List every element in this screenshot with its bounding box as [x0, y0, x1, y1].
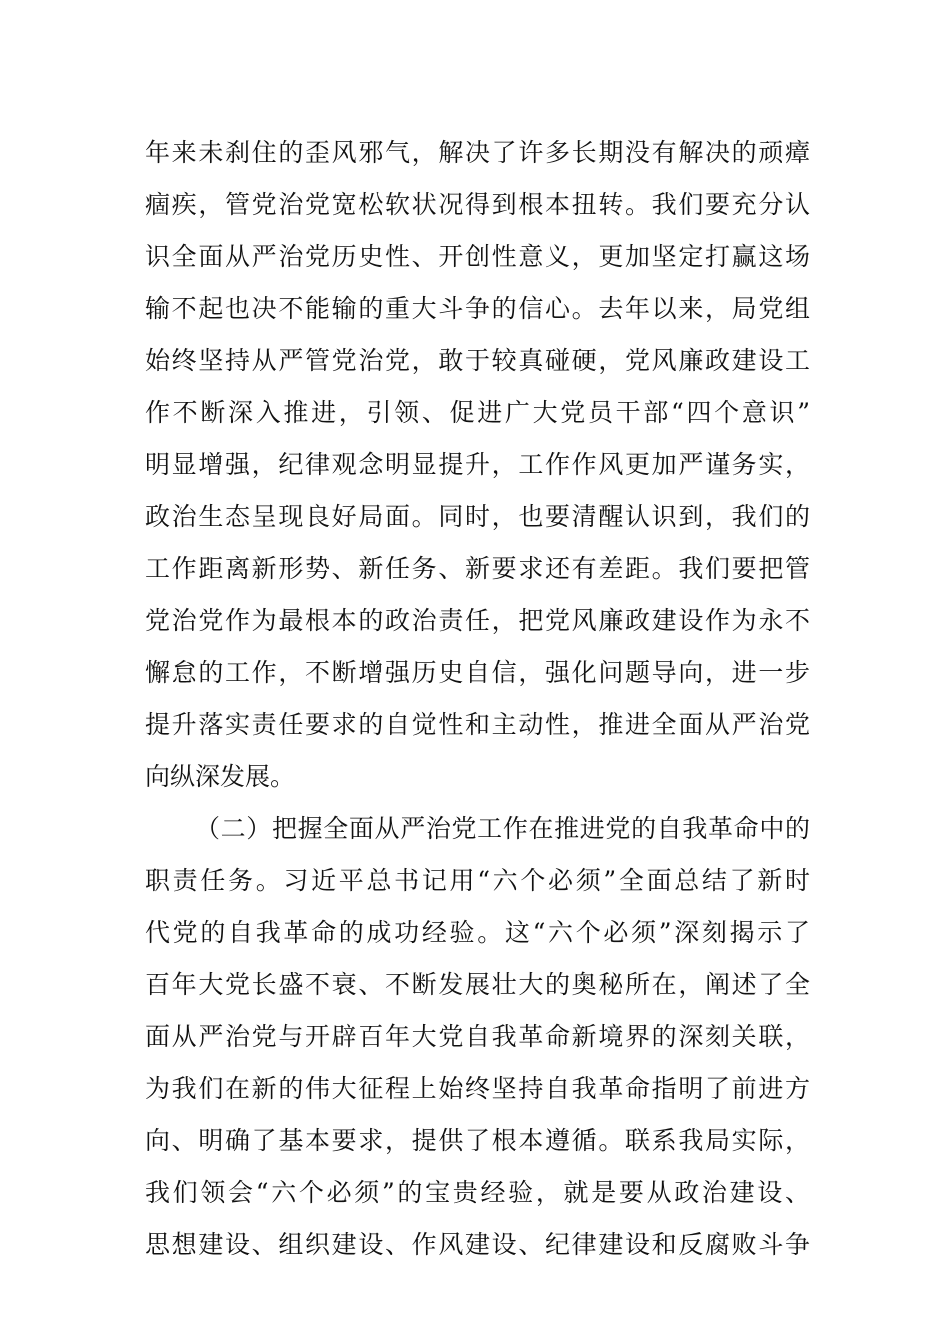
text-line: 面从严治党与开辟百年大党自我革命新境界的深刻关联， — [145, 1022, 810, 1051]
text-line: 向、明确了基本要求，提供了根本遵循。联系我局实际， — [145, 1126, 810, 1155]
text-line: 懈怠的工作，不断增强历史自信，强化问题导向，进一步 — [145, 658, 810, 687]
text-line: 政治生态呈现良好局面。同时，也要清醒认识到，我们的 — [145, 502, 810, 531]
text-line: 始终坚持从严管党治党，敢于较真碰硬，党风廉政建设工 — [145, 346, 810, 375]
text-line: 为我们在新的伟大征程上始终坚持自我革命指明了前进方 — [145, 1074, 810, 1103]
text-line: 职责任务。习近平总书记用“六个必须”全面总结了新时 — [145, 866, 810, 895]
text-line: 输不起也决不能输的重大斗争的信心。去年以来，局党组 — [145, 294, 810, 323]
text-line: 识全面从严治党历史性、开创性意义，更加坚定打赢这场 — [145, 242, 810, 271]
text-line: 向纵深发展。 — [145, 762, 296, 791]
paragraph-1 — [145, 127, 810, 803]
section-heading-line: （二）把握全面从严治党工作在推进党的自我革命中的 — [195, 814, 810, 843]
text-line: 代党的自我革命的成功经验。这“六个必须”深刻揭示了 — [145, 918, 810, 947]
text-line: 提升落实责任要求的自觉性和主动性，推进全面从严治党 — [145, 710, 810, 739]
document-body — [145, 127, 810, 1271]
text-line: 思想建设、组织建设、作风建设、纪律建设和反腐败斗争 — [145, 1230, 810, 1259]
text-line: 年来未刹住的歪风邪气，解决了许多长期没有解决的顽瘴 — [145, 138, 810, 167]
text-line: 党治党作为最根本的政治责任，把党风廉政建设作为永不 — [145, 606, 810, 635]
text-line: 我们领会“六个必须”的宝贵经验，就是要从政治建设、 — [145, 1178, 810, 1207]
text-line: 明显增强，纪律观念明显提升，工作作风更加严谨务实， — [145, 450, 810, 479]
text-line: 工作距离新形势、新任务、新要求还有差距。我们要把管 — [145, 554, 810, 583]
paragraph-2 — [145, 803, 810, 1271]
text-line: 痼疾，管党治党宽松软状况得到根本扭转。我们要充分认 — [145, 190, 810, 219]
text-line: 作不断深入推进，引领、促进广大党员干部“四个意识” — [145, 398, 810, 427]
text-line: 百年大党长盛不衰、不断发展壮大的奥秘所在，阐述了全 — [145, 970, 810, 999]
